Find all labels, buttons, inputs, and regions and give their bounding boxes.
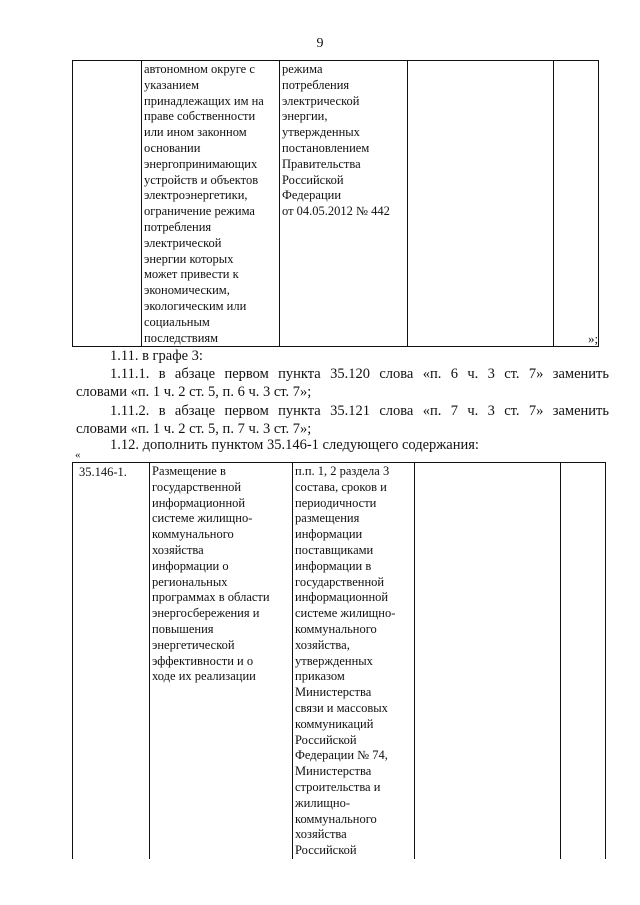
table-row — [73, 61, 599, 347]
table-cell-number — [73, 61, 142, 347]
top-table — [72, 60, 599, 347]
opening-quote: « — [75, 449, 81, 461]
paragraph-line: 1.11.1. в абзаце первом пункта 35.120 слова «п. 6 ч. 3 ст. 7» заменить — [110, 366, 609, 382]
table-cell-basis — [280, 61, 408, 347]
paragraph-1-11-1 — [76, 365, 609, 401]
table-cell-number: 35.146-1. — [73, 463, 150, 859]
table-cell-empty — [415, 463, 561, 859]
paragraph-1-11-2 — [76, 402, 609, 438]
cell-text: п.п. 1, 2 раздела 3 состава, сроков и периодичности размещения информации поставщиками информации в государственной информационной системе жилищно- коммунального хозяйства, утвержденных приказом Министерства связи и массовых коммуникаций Российской Федерации № 74, Министерства строительства и жилищно- коммунального хозяйства Российской — [295, 464, 396, 858]
table-cell-empty — [561, 463, 606, 859]
cell-text: режима потребления электрической энергии, утвержденных постановлением Правительства Российской Федерации от 04.05.2012 № 442 — [282, 62, 390, 219]
table-cell-basis — [293, 463, 415, 859]
cell-text: Размещение в государственной информационной системе жилищно- коммунального хозяйства информации о региональных программах в области энергосбережения и повышения энергетической эффективности и о ходе их реализации — [152, 464, 270, 684]
paragraph-line: словами «п. 1 ч. 2 ст. 5, п. 7 ч. 3 ст. 7»; — [76, 421, 312, 437]
page-number: 9 — [316, 36, 324, 51]
table-cell-empty — [408, 61, 554, 347]
table-cell-empty — [554, 61, 599, 347]
paragraph-1-12: 1.12. дополнить пунктом 35.146-1 следующего содержания: — [110, 437, 479, 453]
table-row — [73, 463, 606, 859]
paragraph-line: словами «п. 1 ч. 2 ст. 5, п. 6 ч. 3 ст. 7»; — [76, 384, 312, 400]
bottom-table — [72, 462, 606, 859]
closing-quote: »; — [588, 331, 599, 346]
paragraph-line: 1.11.2. в абзаце первом пункта 35.121 слова «п. 7 ч. 3 ст. 7» заменить — [110, 403, 609, 419]
table-cell-description — [150, 463, 293, 859]
table-cell-description — [142, 61, 280, 347]
paragraph-1-11: 1.11. в графе 3: — [110, 348, 203, 364]
cell-text: автономном округе с указанием принадлежащих им на праве собственности или ином законном основании энергопринимающих устройств и объектов электроэнергетики, ограничение режима потребления электрической энергии которых может привести к экономическим, экологическим или социальным последствиям — [144, 62, 264, 345]
